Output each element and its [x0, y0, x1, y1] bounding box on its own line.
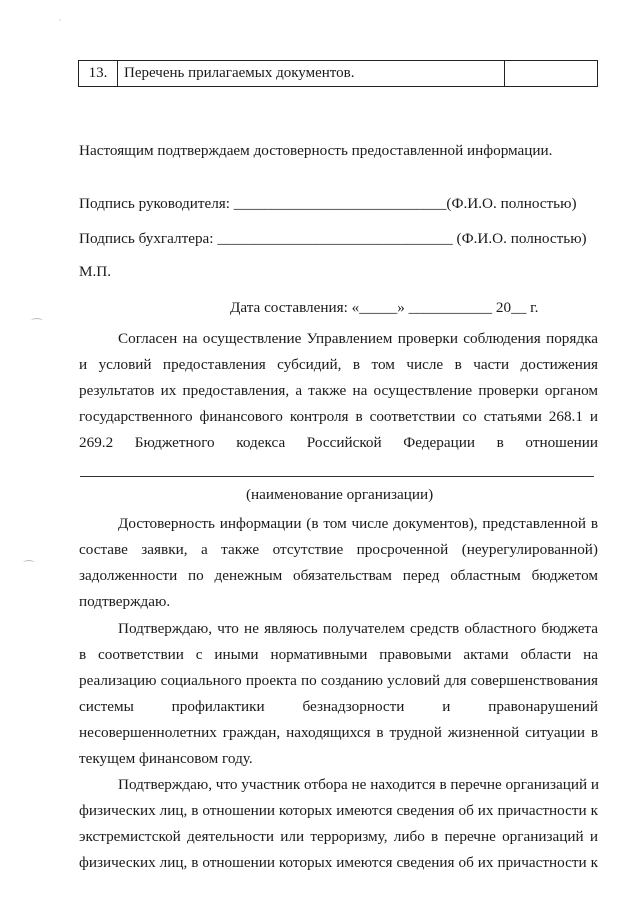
accountant-signature-line: Подпись бухгалтера: _______________________________ (Ф.И.О. полностью) — [79, 230, 587, 247]
scan-mark: ⁀ — [32, 318, 42, 332]
not-recipient-line: системы профилактики безнадзорности и правонарушений — [79, 698, 598, 715]
consent-line: 269.2 Бюджетного кодекса Российской Федерации в отношении — [79, 434, 598, 451]
reliability-line: подтверждаю. — [79, 593, 171, 610]
consent-line: результатов их предоставления, а также на осуществление проверки органом — [79, 382, 598, 399]
not-recipient-line: Подтверждаю, что не являюсь получателем средств областного бюджета — [118, 620, 598, 637]
consent-line: Согласен на осуществление Управлением проверки соблюдения порядка — [118, 330, 598, 347]
extremism-line: физических лиц, в отношении которых имеются сведения об их причастности к — [79, 802, 598, 819]
row-value — [505, 61, 598, 87]
consent-line: государственного финансового контроля в соответствии со статьями 268.1 и — [79, 408, 598, 425]
not-recipient-line: в соответствии с иными нормативными правовыми актами области на — [79, 646, 598, 663]
extremism-line: физических лиц, в отношении которых имеются сведения об их причастности к — [79, 854, 598, 871]
extremism-line: Подтверждаю, что участник отбора не находится в перечне организаций и — [118, 776, 599, 793]
consent-line: и условий предоставления субсидий, в том числе в части достижения — [79, 356, 598, 373]
organization-caption: (наименование организации) — [246, 486, 434, 503]
organization-name-line — [80, 476, 594, 477]
head-signature-line: Подпись руководителя: ____________________________(Ф.И.О. полностью) — [79, 195, 577, 212]
documents-table — [78, 60, 598, 87]
reliability-line: задолженности по денежным обязательствам перед областным бюджетом — [79, 567, 598, 584]
reliability-line: Достоверность информации (в том числе документов), представленной в — [118, 515, 598, 532]
not-recipient-line: реализацию социального проекта по созданию условий для совершенствования — [79, 672, 598, 689]
scan-mark: ˙ — [58, 16, 62, 30]
row-number: 13. — [79, 61, 118, 87]
confirm-text: Настоящим подтверждаем достоверность предоставленной информации. — [79, 142, 553, 159]
table-row — [79, 61, 598, 87]
not-recipient-line: текущем финансовом году. — [79, 750, 253, 767]
row-label: Перечень прилагаемых документов. — [118, 61, 505, 87]
reliability-line: составе заявки, а также отсутствие просроченной (неурегулированной) — [79, 541, 598, 558]
not-recipient-line: несовершеннолетних граждан, находящихся в трудной жизненной ситуации в — [79, 724, 598, 741]
stamp-place: М.П. — [79, 263, 112, 280]
date-line: Дата составления: «_____» ___________ 20__ г. — [230, 299, 539, 316]
scan-mark: ⁀ — [24, 560, 34, 574]
extremism-line: экстремистской деятельности или терроризму, либо в перечне организаций и — [79, 828, 598, 845]
